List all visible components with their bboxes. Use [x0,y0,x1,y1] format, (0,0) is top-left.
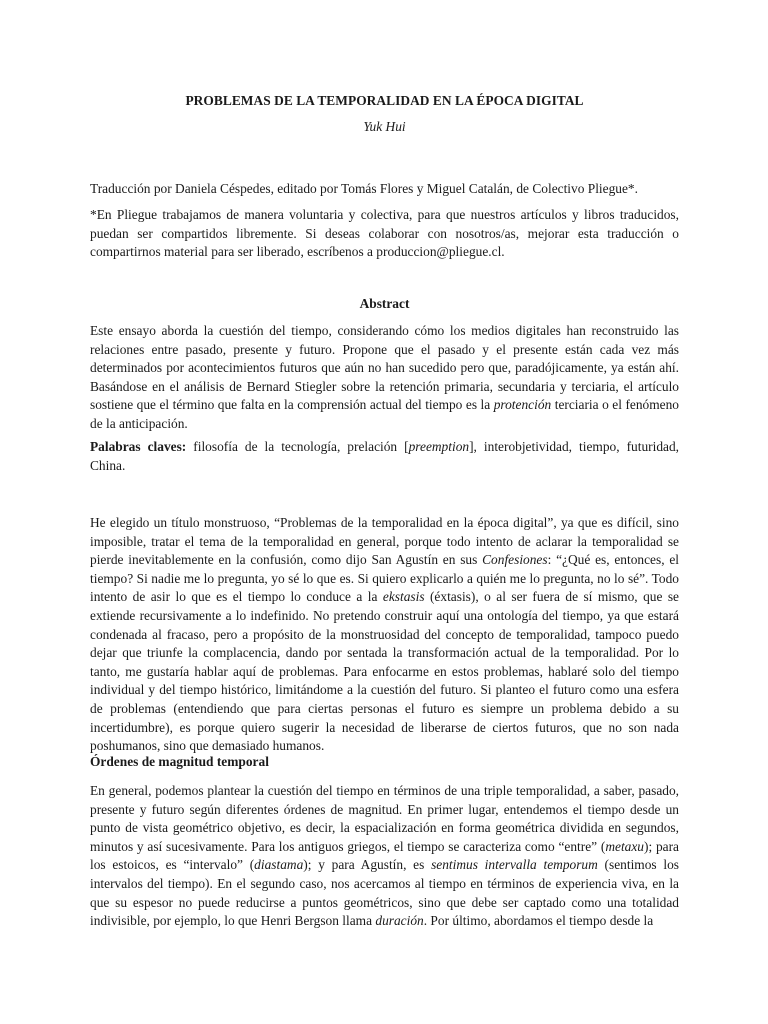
abstract-paragraph: Este ensayo aborda la cuestión del tiempo, considerando cómo los medios digitales han reconstruido las relaciones entre pasado, presente y futuro. Propone que el pasado y el presente están cada vez más determinados por acontecimientos futuros que aún no han sucedido pero que, paradójicamente, ya están ahí. Basándose en el análisis de Bernard Stiegler sobre la retención primaria, secundaria y terciaria, el artículo sostiene que el término que falta en la comprensión actual del tiempo es la protención terciaria o el fenómeno de la anticipación. [90,323,679,431]
section-paragraph: En general, podemos plantear la cuestión del tiempo en términos de una triple temporalidad, a saber, pasado, presente y futuro según diferentes órdenes de magnitud. En primer lugar, entendemos el tiempo desde un punto de vista geométrico objetivo, es decir, la espacialización en forma geométrica dividida en segundos, minutos y así sucesivamente. Para los antiguos griegos, el tiempo se caracteriza como “entre” (metaxu); para los estoicos, es “intervalo” (diastama); y para Agustín, es sentimus intervalla temporum (sentimos los intervalos del tiempo). En el segundo caso, nos acercamos al tiempo en términos de experiencia viva, en la que su espesor no puede reducirse a puntos geométricos, sino que debe ser captado como una totalidad indivisible, por ejemplo, lo que Henri Bergson llama duración. Por último, abordamos el tiempo desde la [90,783,679,929]
keywords-paragraph: Palabras claves: filosofía de la tecnología, prelación [preemption], interobjetividad, tiempo, futuridad, China. [90,439,679,473]
section-heading: Órdenes de magnitud temporal [90,754,269,769]
document-title: PROBLEMAS DE LA TEMPORALIDAD EN LA ÉPOCA DIGITAL [185,93,584,108]
author-name: Yuk Hui [363,119,406,134]
intro-paragraph: He elegido un título monstruoso, “Problemas de la temporalidad en la época digital”, ya que es difícil, sino imposible, tratar el tema de la temporalidad en general, porque todo intento de aclarar la temporalidad se pierde inevitablemente en la confusión, como dijo San Agustín en sus Confesiones: “¿Qué es, entonces, el tiempo? Si nadie me lo pregunta, yo sé lo que es. Si quiero explicarlo a quién me lo pregunta, no lo sé”. Todo intento de asir lo que es el tiempo lo conduce a la ekstasis (éxtasis), o al ser fuera de sí mismo, que se extiende recursivamente a lo indefinido. No pretendo construir aquí una ontología del tiempo, ya que estará condenada al fracaso, pero a propósito de la monstruosidad del concepto de temporalidad, tampoco puedo dejar que triunfe la complacencia, dando por sentada la transformación actual de la temporalidad. Por lo tanto, me gustaría hablar aquí de problemas. Para enfocarme en estos problemas, hablaré solo del tiempo individual y del tiempo histórico, limitándome a la cuestión del futuro. Si planteo el futuro como una esfera de problemas (entendiendo que para ciertas personas el futuro es siempre un problema debido a su incertidumbre), es porque quiero sugerir la necesidad de liberarse de ciertos futuros, que no son nada poshumanos, sino que demasiado humanos. [90,515,680,754]
translator-note: *En Pliegue trabajamos de manera voluntaria y colectiva, para que nuestros artículos y libros traducidos, puedan ser compartidos libremente. Si deseas colaborar con nosotros/as, mejorar esta traducción o compartirnos material para ser liberado, escríbenos a produccion@pliegue.cl. [90,207,679,260]
keywords-label: Palabras claves: [90,439,187,454]
translation-credit: Traducción por Daniela Céspedes, editado por Tomás Flores y Miguel Catalán, de Colectivo Pliegue*. [90,181,638,196]
abstract-heading: Abstract [359,296,410,311]
